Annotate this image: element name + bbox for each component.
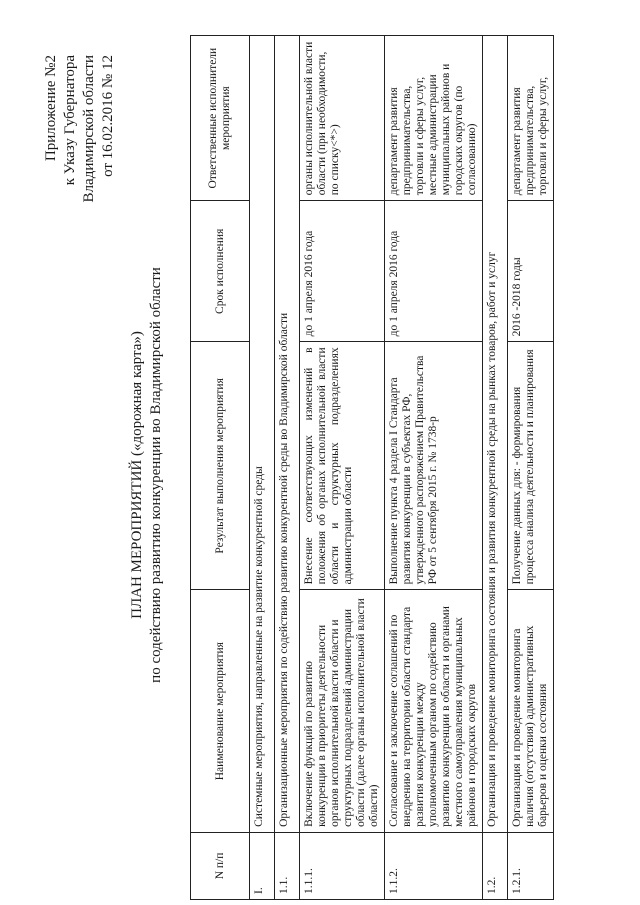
row-result: Внесение соответствующих изменений в положения об органах исполнительной власти области и структурных подразделениях администрации области — [300, 342, 385, 590]
document-title — [128, 195, 166, 755]
appendix-line-2: к Указу Губернатора — [62, 55, 78, 186]
header-responsible: Ответственные исполнители мероприятия — [191, 36, 250, 201]
header-num: N п/п — [191, 832, 250, 899]
table-row — [385, 36, 483, 900]
title-line-1: ПЛАН МЕРОПРИЯТИЙ («дорожная карта») — [129, 331, 145, 619]
row-name: Согласование и заключение соглашений по внедрению на территории области стандарта развития конкуренции между уполномоченным органом по содействию развитию конкуренции в области и органами местного самоуправления муниципальных районов и городских округов — [385, 590, 483, 833]
header-result: Результат выполнения мероприятия — [191, 342, 250, 590]
section-num: I. — [250, 832, 275, 899]
plan-table — [190, 35, 554, 900]
appendix-line-3: Владимирской области — [81, 55, 97, 203]
row-result: Выполнение пункта 4 раздела I Стандарта развития конкуренции в субъектах РФ, утвержденного распоряжением Правительства РФ от 5 сентября 2015 г. № 1738-р — [385, 342, 483, 590]
section-text: Системные мероприятия, направленные на развитие конкурентной среды — [250, 36, 275, 833]
row-responsible: департамент развития предпринимательства, торговли и сферы услуг, местные администрации муниципальных районов и городских округов (по согласованию) — [385, 36, 483, 201]
appendix-header — [42, 55, 118, 305]
header-name: Наименование мероприятия — [191, 590, 250, 833]
table-row — [300, 36, 385, 900]
section-text: Организация и проведение мониторинга состояния и развития конкурентной среды на рынках товаров, работ и услуг — [483, 36, 508, 833]
row-name: Включение функций по развитию конкуренции в приоритеты деятельности органов исполнительной власти области и структурных подразделений администрации области (далее органы исполнительной власти области) — [300, 590, 385, 833]
section-row — [250, 36, 275, 900]
row-name: Организация и проведение мониторинга наличия (отсутствия) административных барьеров и оценки состояния — [508, 590, 554, 833]
section-row — [483, 36, 508, 900]
row-term: до 1 апреля 2016 года — [300, 201, 385, 342]
row-responsible: органы исполнительной власти области (при необходимости, по списку<*>) — [300, 36, 385, 201]
row-num: 1.1.1. — [300, 832, 385, 899]
title-line-2: по содействию развитию конкуренции во Владимирской области — [148, 267, 164, 683]
row-term: 2016 -2018 годы — [508, 201, 554, 342]
appendix-line-1: Приложение №2 — [43, 55, 59, 162]
section-num: 1.1. — [275, 832, 300, 899]
row-responsible: департамент развития предпринимательства, торговли и сферы услуг, — [508, 36, 554, 201]
row-num: 1.2.1. — [508, 832, 554, 899]
table-row — [508, 36, 554, 900]
section-text: Организационные мероприятия по содействию развитию конкурентной среды во Владимирской области — [275, 36, 300, 833]
row-num: 1.1.2. — [385, 832, 483, 899]
row-result: Получение данных для: - формирования процесса анализа деятельности и планирования — [508, 342, 554, 590]
table-header-row — [191, 36, 250, 900]
section-num: 1.2. — [483, 832, 508, 899]
header-term: Срок исполнения — [191, 201, 250, 342]
row-term: до 1 апреля 2016 года — [385, 201, 483, 342]
appendix-line-4: от 16.02.2016 № 12 — [100, 55, 116, 177]
section-row — [275, 36, 300, 900]
